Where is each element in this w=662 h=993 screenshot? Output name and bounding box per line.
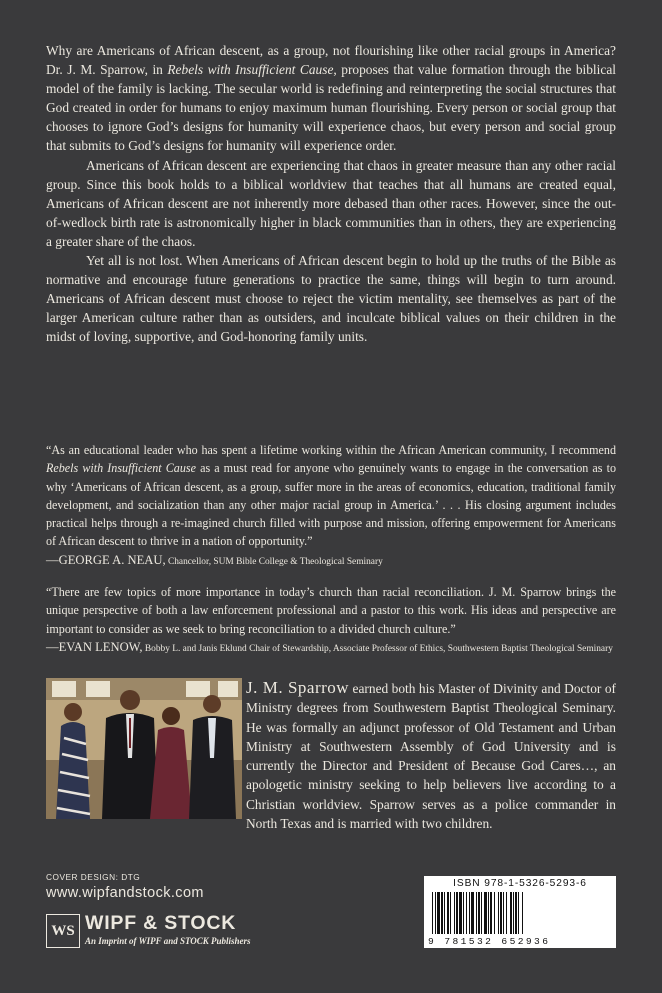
barcode-bar [488,892,489,934]
barcode-bar [506,892,507,934]
author-bio-text: earned both his Master of Divinity and Doctor of Ministry degrees from Southwestern Baptist Theological Seminary. He was formally an adjunct professor of Old Testament and Urban Ministry at Southwestern Assembly of God University and is currently the Director and President of Because God Cares…, an apologetic ministry seeking to help believers live according to a Christian worldview. Sparrow serves as a police commander in North Texas and is married with two children. [246,681,616,832]
endorsement-text: “There are few topics of more importance in today’s church than racial reconciliation. J. M. Sparrow brings the unique perspective of both a law enforcement professional and a pastor to this work. His ideas and perspective are important to consider as we seek to bring reconciliation to a divided church culture.” [46,585,616,636]
barcode-bar [490,892,492,934]
back-cover-blurb [46,41,616,347]
barcode-bar [503,892,504,934]
barcode-bar [447,892,449,934]
publisher-logo [46,914,286,954]
barcode-bar [513,892,514,934]
barcode-bar [522,892,523,934]
blurb-paragraph-1: Why are Americans of African descent, as a group, not flourishing like other racial groups in America? Dr. J. M. Sparrow, in Rebels with Insufficient Cause, proposes that value formation through the biblical model of the family is lacking. The secular world is redefining and reinterpreting the social structures that God created in order for humans to enjoy maximum human flourishing. Every person or social group that chooses to ignore God’s designs for humanity will experience chaos, but every person and social group that submits to God’s designs for humanity will experience order. [46,43,616,154]
barcode-bar [518,892,519,934]
barcode-bar [494,892,495,934]
barcode-bar [500,892,502,934]
barcode-bar [478,892,480,934]
blurb-paragraph-2: Americans of African descent are experiencing that chaos in greater measure than any other racial group. Since this book holds to a biblical worldview that teaches that all humans are created equal, Americans of African descent are not inherently more debased than other races. However, since the out-of-wedlock birth rate is astronomically higher in black communities than in others, they are experiencing a greater share of the chaos. [46,157,616,249]
barcode-bar [435,892,436,934]
barcode-bar [450,892,451,934]
barcode-digits: 9 781532 652936 [428,936,551,947]
barcode-bar [498,892,499,934]
isbn-barcode [424,876,616,948]
barcode-bar [515,892,517,934]
isbn-number: ISBN 978-1-5326-5293-6 [453,878,587,889]
barcode-bar [466,892,467,934]
barcode-bar [459,892,462,934]
barcode-bar [481,892,482,934]
author-bio [46,678,616,833]
publisher-logo-mark: WS [46,914,80,948]
endorsement-attribution: —GEORGE A. NEAU, Chancellor, SUM Bible College & Theological Seminary [46,552,383,567]
endorsements [46,441,616,658]
blurb-paragraph-3: Yet all is not lost. When Americans of African descent begin to hold up the truths of the Bible as normative and encourage future generations to practice the same, things will begin to turn around. Americans of African descent must choose to reject the victim mentality, see themselves as part of the larger American culture rather than as outsiders, and inculcate biblical values on their children in the midst of loving, supportive, and God-honoring family units. [46,253,616,345]
barcode-bar [441,892,443,934]
barcode-bar [456,892,458,934]
endorsement-attribution: —EVAN LENOW, Bobby L. and Janis Eklund Chair of Stewardship, Associate Professor of Ethics, Southwestern Baptist Theological Seminary [46,639,613,654]
author-name: J. M. Sparrow [246,678,350,697]
barcode-bar [471,892,474,934]
barcode-bar [484,892,487,934]
barcode-bar [444,892,445,934]
endorsement-lenow [46,583,616,658]
barcode-bar [469,892,470,934]
publisher-imprint: An Imprint of WIPF and STOCK Publishers [85,936,251,946]
publisher-website[interactable]: www.wipfandstock.com [46,885,204,901]
book-title: Rebels with Insufficient Cause [46,461,196,476]
publisher-name: WIPF & STOCK [85,912,237,934]
cover-design-credit: COVER DESIGN: DTG [46,872,141,882]
barcode-bars [432,892,608,934]
barcode-bar [454,892,455,934]
barcode-bar [463,892,464,934]
book-title: Rebels with Insufficient Cause [167,62,334,78]
barcode-bar [510,892,512,934]
endorsement-text: “As an educational leader who has spent a lifetime working within the African American community, I recommend Rebels with Insufficient Cause as a must read for anyone who genuinely wants to engage in the conversation as to why ‘Americans of African descent, as a group, suffer more in the areas of economics, education, traditional family development, and socialization than any other major racial group in America.’ . . . His closing argument includes practical helps through a re-imagined church filled with purpose and mission, offering empowerment for Americans of African descent to thrive in a nation of opportunity.” [46,443,616,549]
barcode-bar [432,892,433,934]
barcode-bar [476,892,477,934]
endorsement-neau [46,441,616,571]
barcode-bar [437,892,440,934]
